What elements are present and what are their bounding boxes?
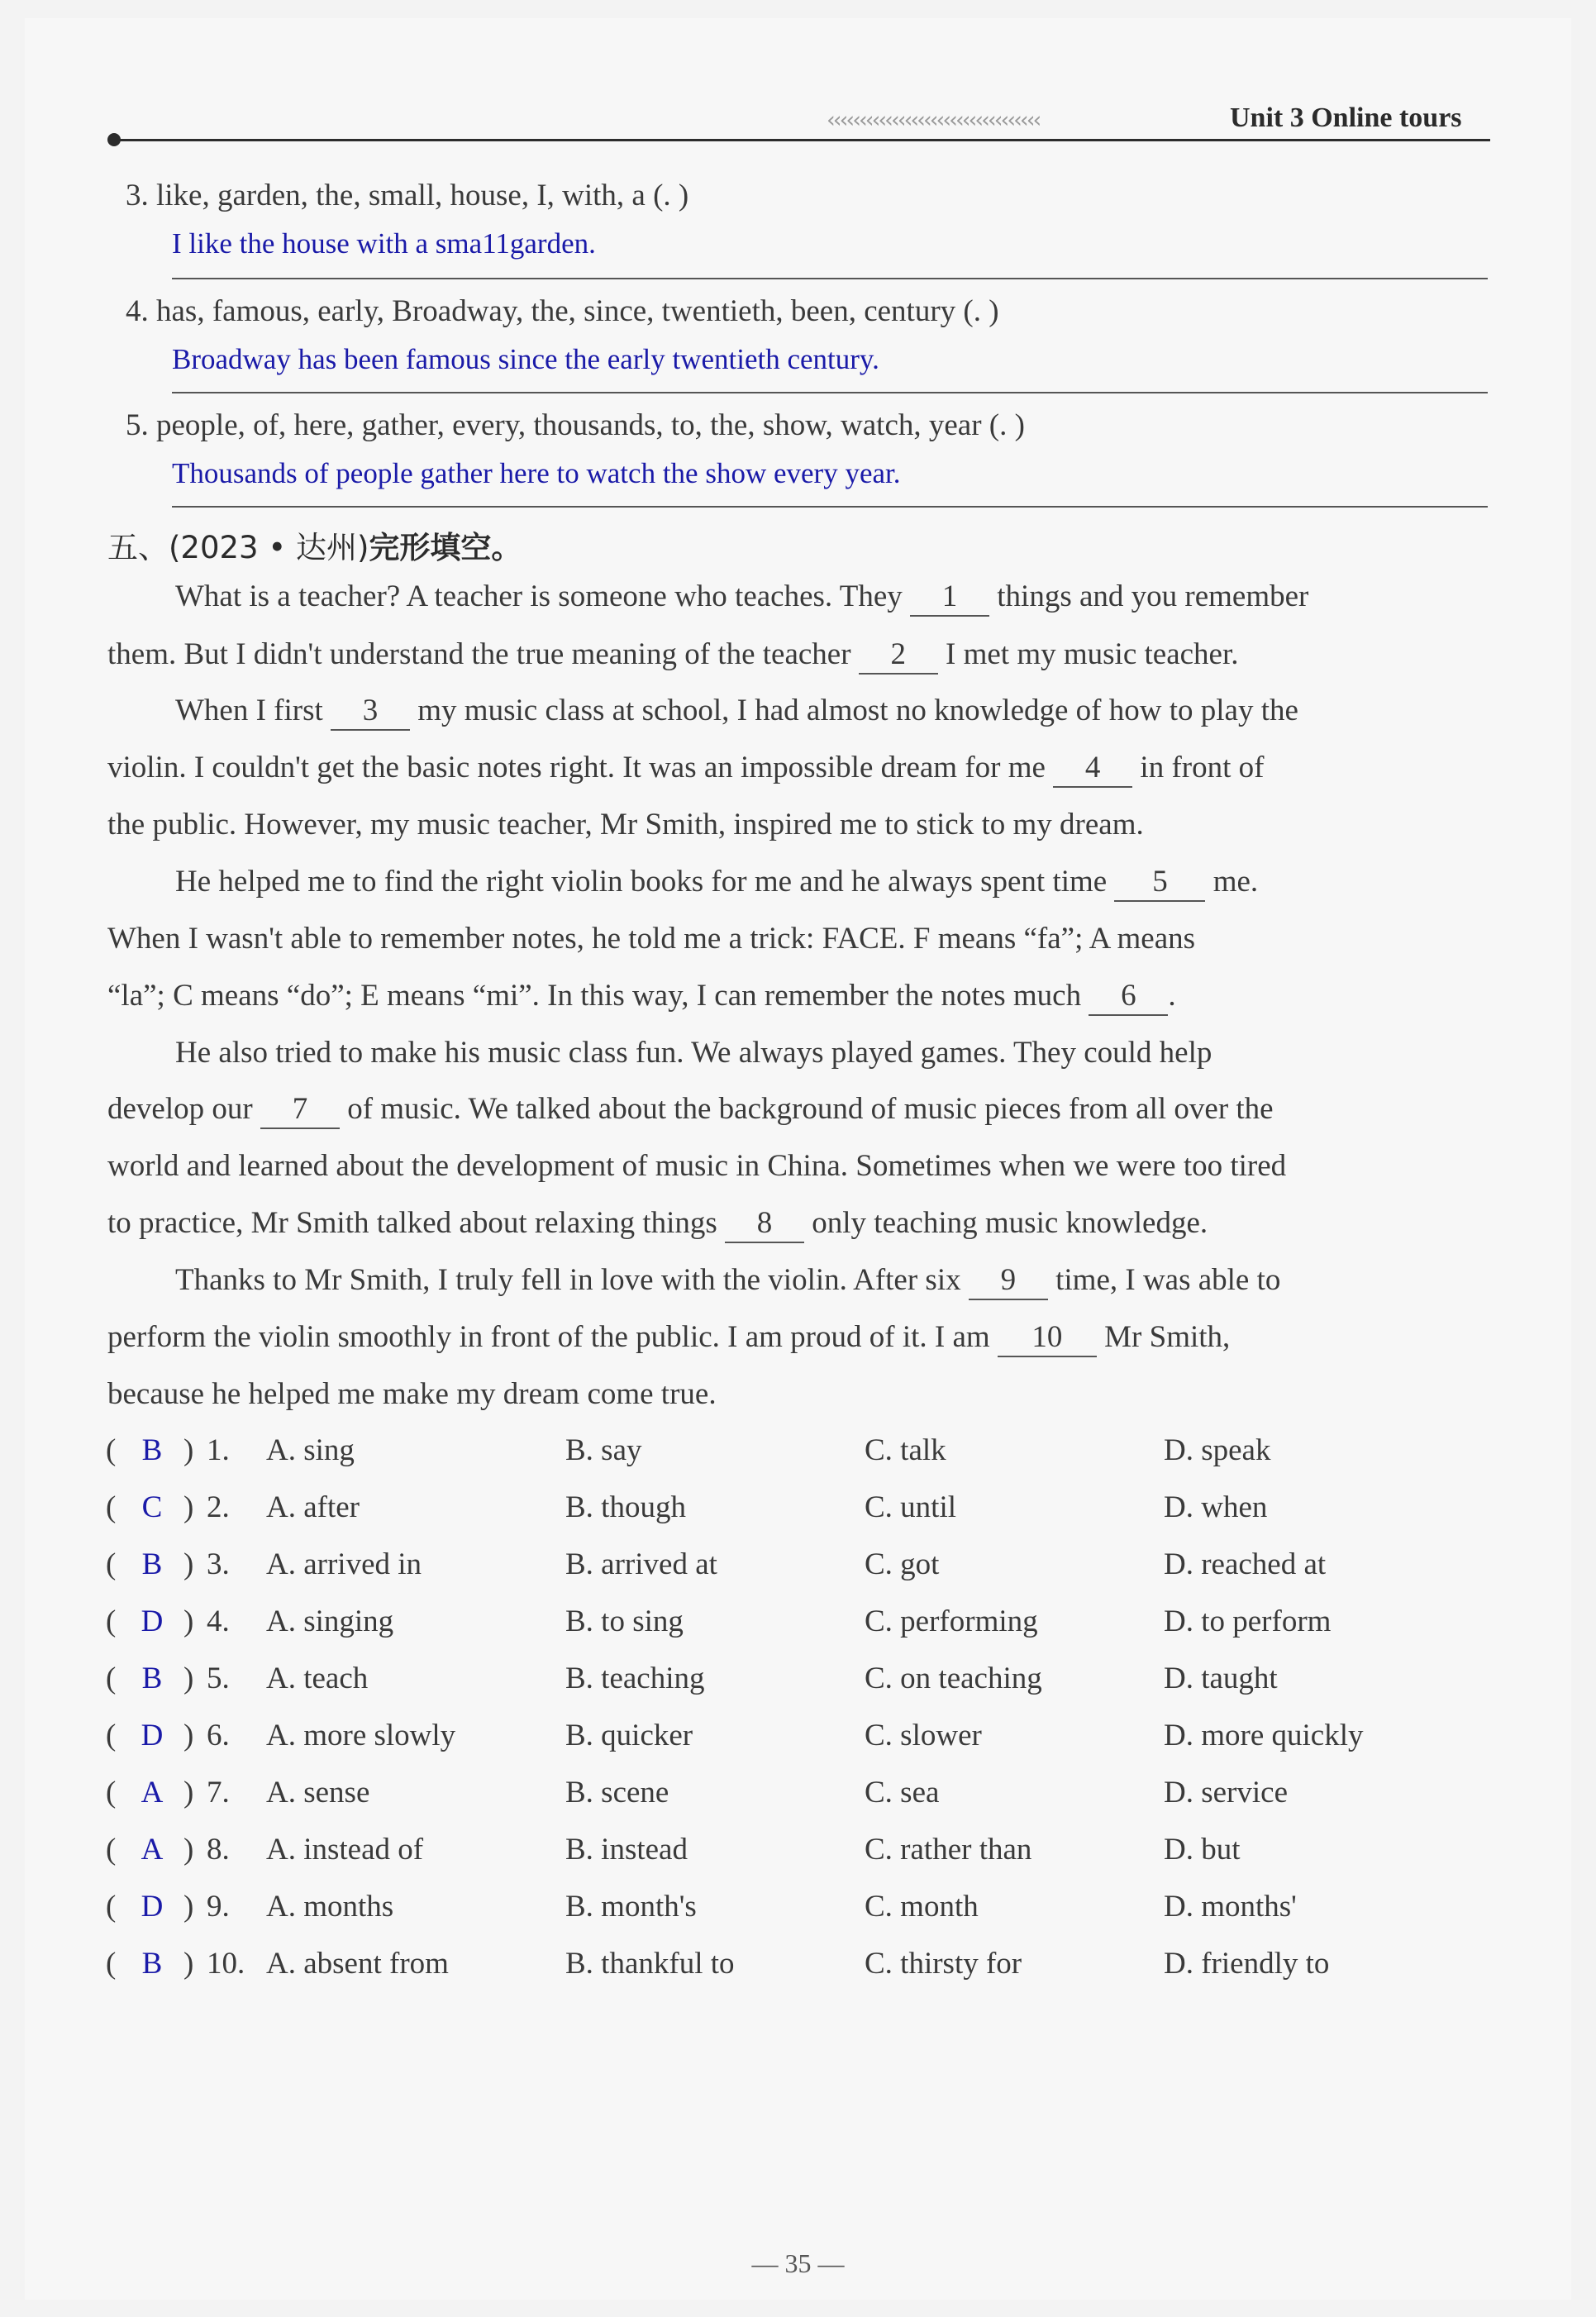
blank-1: 1 <box>910 581 989 617</box>
answer-paren-left: ( <box>106 1776 117 1809</box>
option-a: A. teach <box>266 1661 369 1695</box>
chosen-answer: B <box>141 1547 163 1581</box>
section-prefix: 五、(2023 • 达州) <box>107 530 369 565</box>
blank-9: 9 <box>969 1265 1048 1300</box>
blank-5: 5 <box>1114 866 1205 902</box>
answer-paren-right: ) <box>183 1719 194 1752</box>
option-d: D. friendly to <box>1164 1947 1330 1981</box>
option-a: A. sing <box>266 1433 355 1467</box>
option-a: A. arrived in <box>266 1547 422 1581</box>
answer-paren-right: ) <box>183 1490 194 1524</box>
option-d: D. but <box>1164 1833 1241 1866</box>
option-a: A. months <box>266 1890 394 1924</box>
option-c: C. on teaching <box>865 1661 1042 1695</box>
scrambled-words: 4. has, famous, early, Broadway, the, since, twentieth, been, century (. ) <box>126 294 999 328</box>
chosen-answer: B <box>141 1661 163 1695</box>
question-number: 3. <box>207 1547 230 1581</box>
option-c: C. slower <box>865 1719 982 1752</box>
question-number: 7. <box>207 1776 230 1809</box>
option-d: D. service <box>1164 1776 1288 1809</box>
answer-paren-right: ) <box>183 1661 194 1695</box>
option-b: B. quicker <box>565 1719 693 1752</box>
question-number: 8. <box>207 1833 230 1866</box>
passage-line: perform the violin smoothly in front of the public. I am proud of it. I am 10 Mr Smith, <box>107 1319 1230 1357</box>
chosen-answer: D <box>141 1604 164 1638</box>
option-b: B. arrived at <box>565 1547 717 1581</box>
option-d: D. months' <box>1164 1890 1297 1924</box>
passage-line: “la”; C means “do”; E means “mi”. In this way, I can remember the notes much 6 . <box>107 978 1176 1016</box>
answer-paren-right: ) <box>183 1433 194 1467</box>
option-c: C. got <box>865 1547 940 1581</box>
blank-2: 2 <box>859 639 938 675</box>
passage-line: When I wasn't able to remember notes, he told me a trick: FACE. F means “fa”; A means <box>107 922 1196 956</box>
option-c: C. talk <box>865 1433 946 1467</box>
option-a: A. sense <box>266 1776 370 1809</box>
blank-6: 6 <box>1089 980 1168 1016</box>
handwritten-answer: Broadway has been famous since the early twentieth century. <box>172 343 879 375</box>
option-b: B. thankful to <box>565 1947 735 1981</box>
passage-line: Thanks to Mr Smith, I truly fell in love with the violin. After six 9 time, I was able to <box>175 1262 1280 1300</box>
chosen-answer: A <box>141 1776 164 1809</box>
option-d: D. to perform <box>1164 1604 1332 1638</box>
passage-line: develop our 7 of music. We talked about the background of music pieces from all over the <box>107 1091 1274 1129</box>
question-number: 9. <box>207 1890 230 1924</box>
passage-line: to practice, Mr Smith talked about relaxing things 8 only teaching music knowledge. <box>107 1205 1208 1243</box>
option-b: B. teaching <box>565 1661 705 1695</box>
handwritten-answer: Thousands of people gather here to watch the show every year. <box>172 457 901 489</box>
page-number: — 35 — <box>751 2248 845 2278</box>
option-b: B. scene <box>565 1776 669 1809</box>
passage-line: He also tried to make his music class fun. We always played games. They could help <box>175 1036 1212 1070</box>
option-d: D. when <box>1164 1490 1268 1524</box>
blank-7: 7 <box>260 1094 340 1129</box>
option-a: A. absent from <box>266 1947 449 1981</box>
chosen-answer: D <box>141 1890 164 1924</box>
chosen-answer: D <box>141 1719 164 1752</box>
answer-paren-right: ) <box>183 1947 194 1981</box>
answer-paren-left: ( <box>106 1661 117 1695</box>
passage-line: He helped me to find the right violin books for me and he always spent time 5 me. <box>175 864 1258 902</box>
option-a: A. instead of <box>266 1833 424 1866</box>
header-rule <box>114 139 1490 141</box>
answer-line <box>172 278 1488 279</box>
blank-4: 4 <box>1053 752 1132 788</box>
answer-paren-left: ( <box>106 1490 117 1524</box>
answer-paren-left: ( <box>106 1947 117 1981</box>
blank-3: 3 <box>331 695 410 731</box>
scrambled-words: 3. like, garden, the, small, house, I, with, a (. ) <box>126 179 689 212</box>
option-d: D. reached at <box>1164 1547 1327 1581</box>
option-c: C. month <box>865 1890 979 1924</box>
chosen-answer: A <box>141 1833 164 1866</box>
passage-line: What is a teacher? A teacher is someone who teaches. They 1 things and you remember <box>175 579 1308 617</box>
option-c: C. sea <box>865 1776 940 1809</box>
option-d: D. more quickly <box>1164 1719 1364 1752</box>
answer-paren-left: ( <box>106 1433 117 1467</box>
chosen-answer: B <box>141 1433 163 1467</box>
answer-paren-right: ) <box>183 1547 194 1581</box>
option-c: C. rather than <box>865 1833 1032 1866</box>
answer-paren-left: ( <box>106 1547 117 1581</box>
passage-line: them. But I didn't understand the true meaning of the teacher 2 I met my music teacher. <box>107 636 1239 675</box>
option-b: B. to sing <box>565 1604 684 1638</box>
option-c: C. performing <box>865 1604 1038 1638</box>
question-number: 2. <box>207 1490 230 1524</box>
question-number: 4. <box>207 1604 230 1638</box>
option-b: B. say <box>565 1433 642 1467</box>
answer-paren-right: ) <box>183 1833 194 1866</box>
answer-paren-left: ( <box>106 1719 117 1752</box>
chosen-answer: C <box>141 1490 163 1524</box>
passage-line: the public. However, my music teacher, Mr Smith, inspired me to stick to my dream. <box>107 808 1144 841</box>
question-number: 10. <box>207 1947 245 1981</box>
answer-paren-right: ) <box>183 1776 194 1809</box>
option-d: D. speak <box>1164 1433 1271 1467</box>
section-title: 完形填空。 <box>369 530 522 565</box>
answer-line <box>172 506 1488 508</box>
answer-paren-right: ) <box>183 1604 194 1638</box>
question-number: 5. <box>207 1661 230 1695</box>
answer-paren-left: ( <box>106 1890 117 1924</box>
blank-10: 10 <box>998 1322 1097 1357</box>
option-c: C. thirsty for <box>865 1947 1022 1981</box>
section-heading <box>107 522 522 567</box>
option-b: B. instead <box>565 1833 688 1866</box>
option-b: B. month's <box>565 1890 697 1924</box>
unit-title: Unit 3 Online tours <box>1230 103 1462 133</box>
answer-paren-left: ( <box>106 1833 117 1866</box>
handwritten-answer: I like the house with a sma11garden. <box>172 227 596 260</box>
option-b: B. though <box>565 1490 686 1524</box>
option-a: A. more slowly <box>266 1719 456 1752</box>
passage-line: When I first 3 my music class at school, I had almost no knowledge of how to play the <box>175 693 1298 731</box>
option-a: A. singing <box>266 1604 394 1638</box>
blank-8: 8 <box>725 1208 804 1243</box>
passage-line: world and learned about the development of music in China. Sometimes when we were too tired <box>107 1149 1287 1183</box>
option-d: D. taught <box>1164 1661 1278 1695</box>
chosen-answer: B <box>141 1947 163 1981</box>
question-number: 1. <box>207 1433 230 1467</box>
passage-line: violin. I couldn't get the basic notes right. It was an impossible dream for me 4 in front of <box>107 750 1264 788</box>
answer-line <box>172 392 1488 393</box>
question-number: 6. <box>207 1719 230 1752</box>
scrambled-words: 5. people, of, here, gather, every, thousands, to, the, show, watch, year (. ) <box>126 408 1025 442</box>
header-chevrons: ‹‹‹‹‹‹‹‹‹‹‹‹‹‹‹‹‹‹‹‹‹‹‹‹‹‹‹‹‹‹‹‹‹ <box>827 107 1040 133</box>
option-c: C. until <box>865 1490 957 1524</box>
answer-paren-right: ) <box>183 1890 194 1924</box>
answer-paren-left: ( <box>106 1604 117 1638</box>
passage-line: because he helped me make my dream come true. <box>107 1377 717 1411</box>
option-a: A. after <box>266 1490 360 1524</box>
